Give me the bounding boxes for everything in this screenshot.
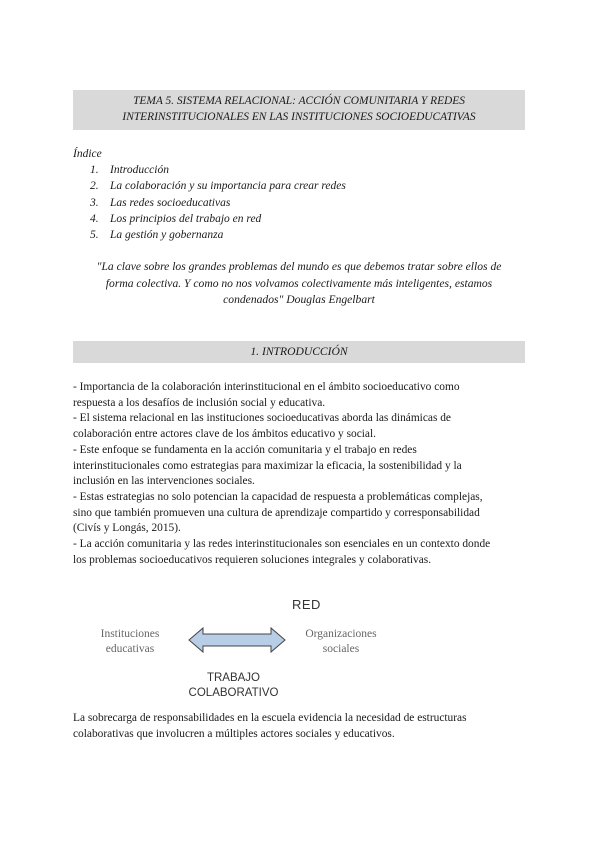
diagram-label-trabajo-colaborativo: TRABAJO COLABORATIVO xyxy=(188,672,279,699)
index-item-redes: 3. Las redes socioeducativas xyxy=(90,196,231,209)
index-list xyxy=(73,162,346,243)
diagram-label-organizaciones: Organizaciones sociales xyxy=(305,628,377,655)
body-line: colaboración entre actores clave de los ámbitos educativo y social. xyxy=(73,428,376,441)
body-line: los problemas socioeducativos requieren soluciones integrales y colaborativas. xyxy=(73,553,432,566)
double-arrow-icon xyxy=(187,626,287,654)
diagram-label-red: RED xyxy=(292,597,321,612)
index-item-introduccion: 1. Introducción xyxy=(90,164,169,176)
epigraph-quote xyxy=(73,259,525,309)
body-line: (Civís y Longás, 2015). xyxy=(73,522,181,535)
introduction-body xyxy=(73,380,525,568)
index-item-principios: 4. Los principios del trabajo en red xyxy=(90,212,262,225)
quote-line-1: "La clave sobre los grandes problemas del mundo es que debemos tratar sobre ellos de xyxy=(96,260,502,273)
network-diagram xyxy=(73,595,525,705)
closing-line-2: colaborativas que involucren a múltiples actores sociales y educativos. xyxy=(73,727,395,740)
document-title-line-1: TEMA 5. SISTEMA RELACIONAL: ACCIÓN COMUNITARIA Y REDES xyxy=(133,95,465,107)
table-of-contents xyxy=(73,148,346,243)
index-heading: Índice xyxy=(73,148,102,160)
closing-paragraph xyxy=(73,711,525,742)
quote-line-2: forma colectiva. Y como no nos volvamos colectivamente más inteligentes, estamos xyxy=(105,276,493,290)
body-line: inclusión en las intervenciones sociales. xyxy=(73,475,255,488)
body-line: sino que también promueven una cultura de aprendizaje compartido y corresponsabilidad xyxy=(73,506,480,519)
diagram-label-instituciones: Instituciones educativas xyxy=(100,628,160,655)
body-line: - La acción comunitaria y las redes interinstitucionales son esenciales en un contexto donde xyxy=(73,538,491,551)
body-line: - Importancia de la colaboración interinstitucional en el ámbito socioeducativo como xyxy=(73,381,460,393)
closing-line-1: La sobrecarga de responsabilidades en la escuela evidencia la necesidad de estructuras xyxy=(73,712,467,724)
body-line: - El sistema relacional en las instituciones socioeducativas aborda las dinámicas de xyxy=(73,412,451,425)
body-line: - Estas estrategias no solo potencian la capacidad de respuesta a problemáticas complejas, xyxy=(73,490,483,503)
body-line: interinstitucionales como estrategias para maximizar la eficacia, la sostenibilidad y la xyxy=(73,459,462,472)
quote-line-3: condenados" Douglas Engelbart xyxy=(223,293,375,306)
index-item-colaboracion: 2. La colaboración y su importancia para crear redes xyxy=(90,180,346,193)
document-title-box xyxy=(73,90,525,130)
index-item-gestion: 5. La gestión y gobernanza xyxy=(90,229,224,242)
document-title-line-2: INTERINSTITUCIONALES EN LAS INSTITUCIONES SOCIOEDUCATIVAS xyxy=(122,111,476,123)
body-line: - Este enfoque se fundamenta en la acción comunitaria y el trabajo en redes xyxy=(73,443,417,456)
section-heading-introduccion: 1. INTRODUCCIÓN xyxy=(73,341,525,363)
body-line: respuesta a los desafíos de inclusión social y educativa. xyxy=(73,396,326,409)
